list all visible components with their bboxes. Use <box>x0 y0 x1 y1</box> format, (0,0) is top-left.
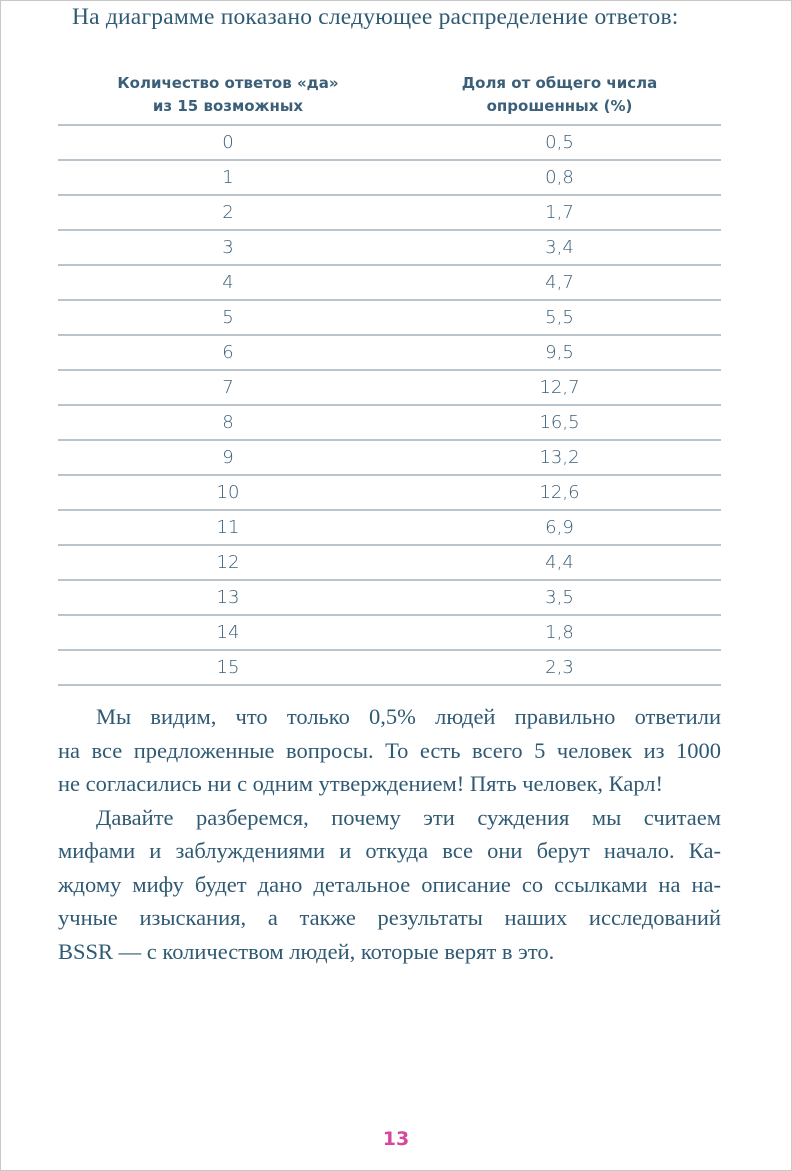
cell-yes-count: 7 <box>222 377 234 398</box>
cell-yes-count: 13 <box>216 587 240 608</box>
cell-share: 0,8 <box>545 167 574 188</box>
table-row <box>58 509 721 544</box>
paragraph-line: на все предложенные вопросы. То есть всего 5 человек из 1000 <box>58 737 721 763</box>
cell-share: 4,7 <box>545 272 574 293</box>
cell-yes-count: 8 <box>222 412 234 433</box>
table-row <box>58 474 721 509</box>
paragraph-line: не согласились ни с одним утверждением! Пять человек, Карл! <box>58 771 664 796</box>
cell-yes-count: 14 <box>216 622 240 643</box>
cell-share: 4,4 <box>545 552 574 573</box>
cell-share: 1,8 <box>545 622 574 643</box>
cell-yes-count: 9 <box>222 447 234 468</box>
intro-text: На диаграмме показано следующее распределение ответов: <box>72 4 679 30</box>
distribution-table <box>58 72 721 686</box>
cell-yes-count: 0 <box>222 132 234 153</box>
paragraph-line: Давайте разберемся, почему эти суждения мы считаем <box>96 804 721 830</box>
cell-share: 1,7 <box>545 202 574 223</box>
paragraph-line: ждому мифу будет дано детальное описание со ссылками на на- <box>58 871 721 897</box>
page-number: 13 <box>382 1128 410 1150</box>
table-row <box>58 194 721 229</box>
cell-share: 9,5 <box>545 342 574 363</box>
cell-yes-count: 2 <box>222 202 234 223</box>
cell-share: 12,6 <box>539 482 580 503</box>
header-line: Количество ответов «да» <box>117 74 339 92</box>
table-row <box>58 544 721 579</box>
cell-share: 0,5 <box>545 132 574 153</box>
cell-share: 3,4 <box>545 237 574 258</box>
header-share <box>398 72 721 124</box>
cell-share: 6,9 <box>545 517 574 538</box>
table-row <box>58 299 721 334</box>
cell-yes-count: 10 <box>216 482 240 503</box>
table-row <box>58 264 721 299</box>
table-row <box>58 229 721 264</box>
cell-yes-count: 6 <box>222 342 234 363</box>
cell-share: 12,7 <box>539 377 580 398</box>
table-row <box>58 159 721 194</box>
table-header <box>58 72 721 124</box>
cell-share: 16,5 <box>539 412 580 433</box>
header-yes-count <box>58 72 398 124</box>
cell-yes-count: 4 <box>222 272 234 293</box>
paragraph-line: BSSR — с количеством людей, которые верят в это. <box>58 938 555 964</box>
cell-yes-count: 11 <box>216 517 240 538</box>
body-text <box>58 700 721 968</box>
paragraph-line: учные изыскания, а также результаты наших исследований <box>58 905 721 930</box>
table-row <box>58 614 721 649</box>
cell-yes-count: 15 <box>216 657 240 678</box>
cell-yes-count: 12 <box>216 552 240 573</box>
header-line: опрошенных (%) <box>486 97 633 115</box>
table-row <box>58 369 721 404</box>
paragraph-line: мифами и заблуждениями и откуда все они берут начало. Ка- <box>58 838 721 863</box>
cell-yes-count: 5 <box>222 307 234 328</box>
table-row <box>58 649 721 686</box>
table-row <box>58 439 721 474</box>
cell-share: 3,5 <box>545 587 574 608</box>
cell-share: 2,3 <box>545 657 574 678</box>
table-row <box>58 579 721 614</box>
header-line: Доля от общего числа <box>461 74 658 92</box>
cell-share: 5,5 <box>545 307 574 328</box>
table-row <box>58 124 721 159</box>
table-body <box>58 124 721 686</box>
paragraph-line: Мы видим, что только 0,5% людей правильно ответили <box>96 704 721 729</box>
table-row <box>58 404 721 439</box>
table-row <box>58 334 721 369</box>
header-line: из 15 возможных <box>152 97 304 115</box>
cell-yes-count: 1 <box>222 167 234 188</box>
cell-share: 13,2 <box>539 447 580 468</box>
cell-yes-count: 3 <box>222 237 234 258</box>
